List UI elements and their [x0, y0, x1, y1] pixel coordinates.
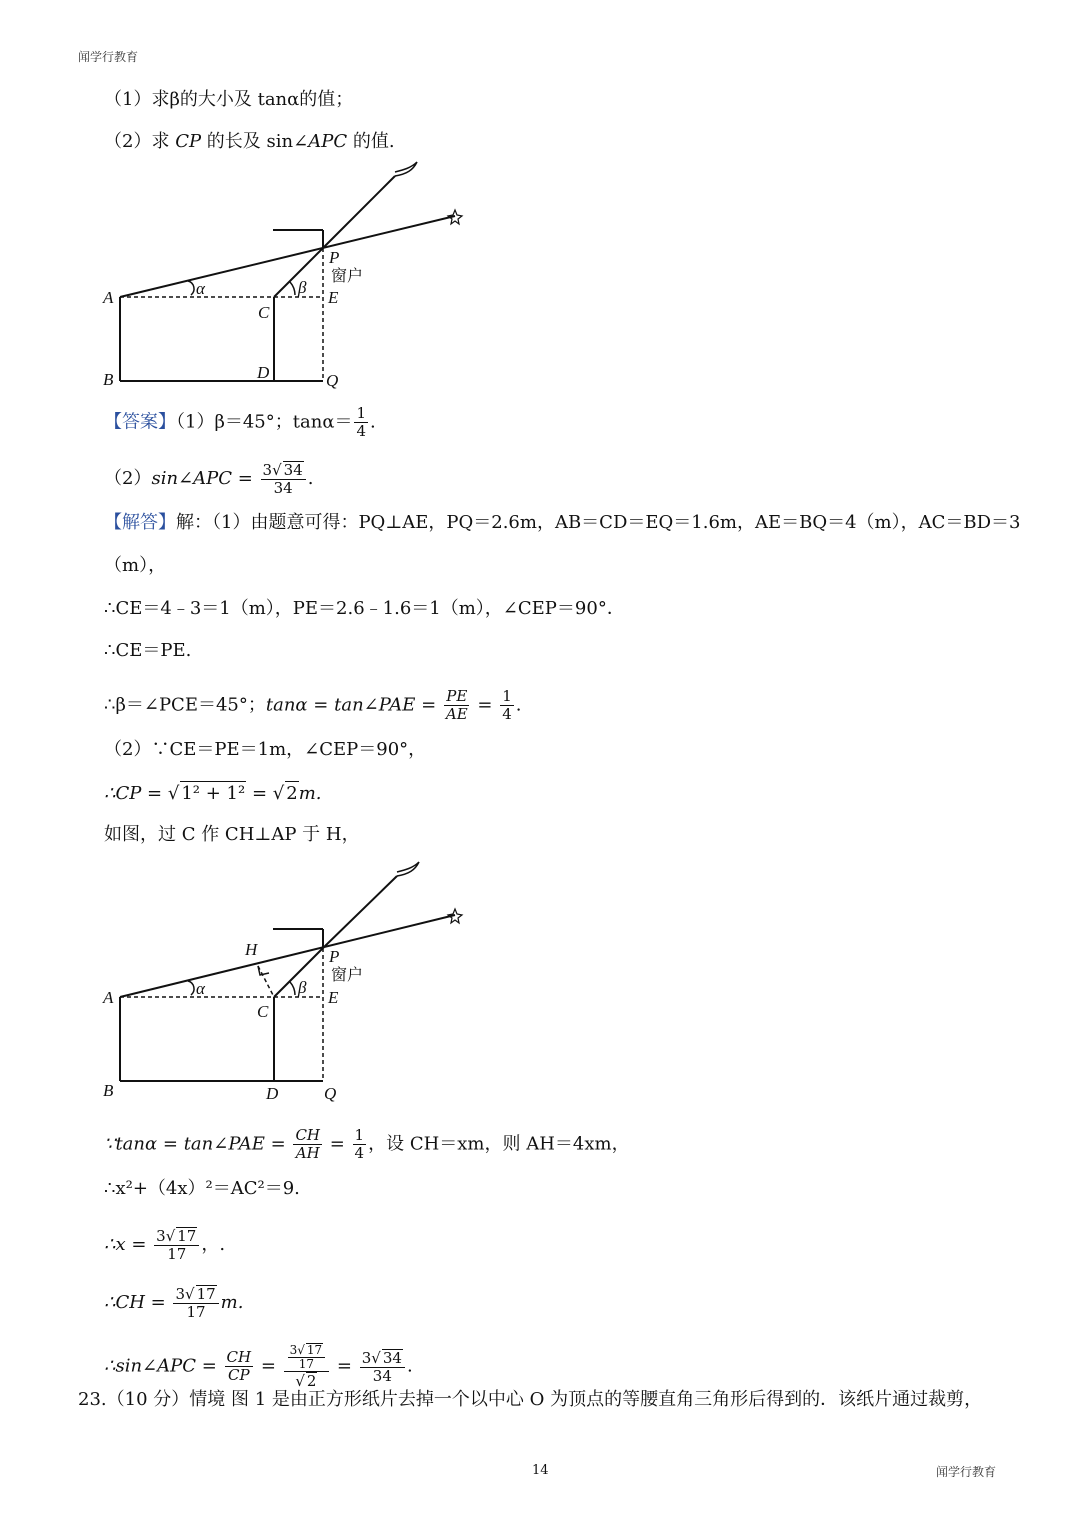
header-left: 闻学行教育	[78, 50, 139, 64]
label-C: C	[257, 1002, 269, 1021]
solution-line-12: ∴CH = $\frac{3√ 17}{17}$ m.	[104, 1285, 244, 1321]
solution-line-7: ∴CP = √ 1² + 1² = √ 2m.	[104, 783, 322, 804]
label-beta: β	[298, 978, 307, 997]
label-Q: Q	[326, 371, 339, 390]
page-number: 14	[532, 1463, 549, 1478]
solution-line-11: ∴x = $\frac{3√ 17}{17}$ ，.	[104, 1227, 226, 1263]
solution-line-6: （2）∵CE＝PE＝1m，∠CEP＝90°，	[104, 739, 427, 760]
footer-right: 闻学行教育	[936, 1465, 997, 1479]
answer-line-2: （2）sin∠APC = $\frac{3√ 34}{34}$ .	[104, 461, 314, 497]
label-alpha: α	[196, 979, 205, 998]
answer-line-1: 【答案】（1）β＝45°；tanα＝ $\frac{1}{4}$ .	[104, 404, 376, 440]
solution-line-8: 如图，过 C 作 CH⊥AP 于 H，	[104, 824, 360, 845]
label-B: B	[103, 370, 114, 389]
solution-line-3: ∴CE＝4﹣3＝1（m），PE＝2.6﹣1.6＝1（m），∠CEP＝90°．	[104, 598, 625, 619]
question-part2: （2）求 CP 的长及 sin∠APC 的值.	[104, 131, 395, 152]
label-Q: Q	[324, 1084, 337, 1103]
label-E: E	[328, 988, 339, 1007]
solution-line-4: ∴CE＝PE.	[104, 640, 192, 661]
solution-line-10: ∴x²+（4x）²＝AC²＝9.	[104, 1178, 300, 1199]
label-D: D	[257, 363, 270, 382]
question-part1: （1）求β的大小及 tanα的值；	[104, 89, 354, 110]
label-beta: β	[298, 278, 307, 297]
diagram-1	[95, 160, 475, 395]
label-window: 窗户	[331, 266, 364, 285]
solution-line-5: ∴β＝∠PCE＝45°；tanα = tan∠PAE = $\frac{PE}{AE}$ = $\frac{1}{4}$ .	[104, 687, 522, 723]
label-D: D	[266, 1084, 279, 1103]
solution-line-9: ∵tanα = tan∠PAE = $\frac{CH}{AH}$ = $\frac{1}{4}$ ，设 CH＝xm，则 AH＝4xm，	[104, 1126, 630, 1162]
solution-line-13: ∴sin∠APC = $\frac{CH}{CP}$ = $\frac{\frac{3√ 17}{17}}{√ 2}$ = $\frac{3√ 34}{34}$ .	[104, 1343, 413, 1390]
label-P: P	[329, 248, 340, 267]
diagram-2	[95, 858, 475, 1103]
solution-line-1: 【解答】解：（1）由题意可得：PQ⊥AE，PQ＝2.6m，AB＝CD＝EQ＝1.6m，AE＝BQ＝4（m），AC＝BD＝3	[104, 512, 1021, 533]
label-alpha: α	[196, 279, 205, 298]
label-window: 窗户	[331, 965, 364, 984]
label-H: H	[245, 940, 258, 959]
label-E: E	[328, 288, 339, 307]
label-C: C	[258, 303, 270, 322]
label-B: B	[103, 1081, 114, 1100]
next-question: 23.（10 分）情境 图 1 是由正方形纸片去掉一个以中心 O 为顶点的等腰直角三角形后得到的．该纸片通过裁剪，	[78, 1389, 983, 1410]
label-P: P	[329, 947, 340, 966]
label-A: A	[103, 988, 114, 1007]
label-A: A	[103, 288, 114, 307]
solution-line-2: （m），	[104, 555, 167, 576]
